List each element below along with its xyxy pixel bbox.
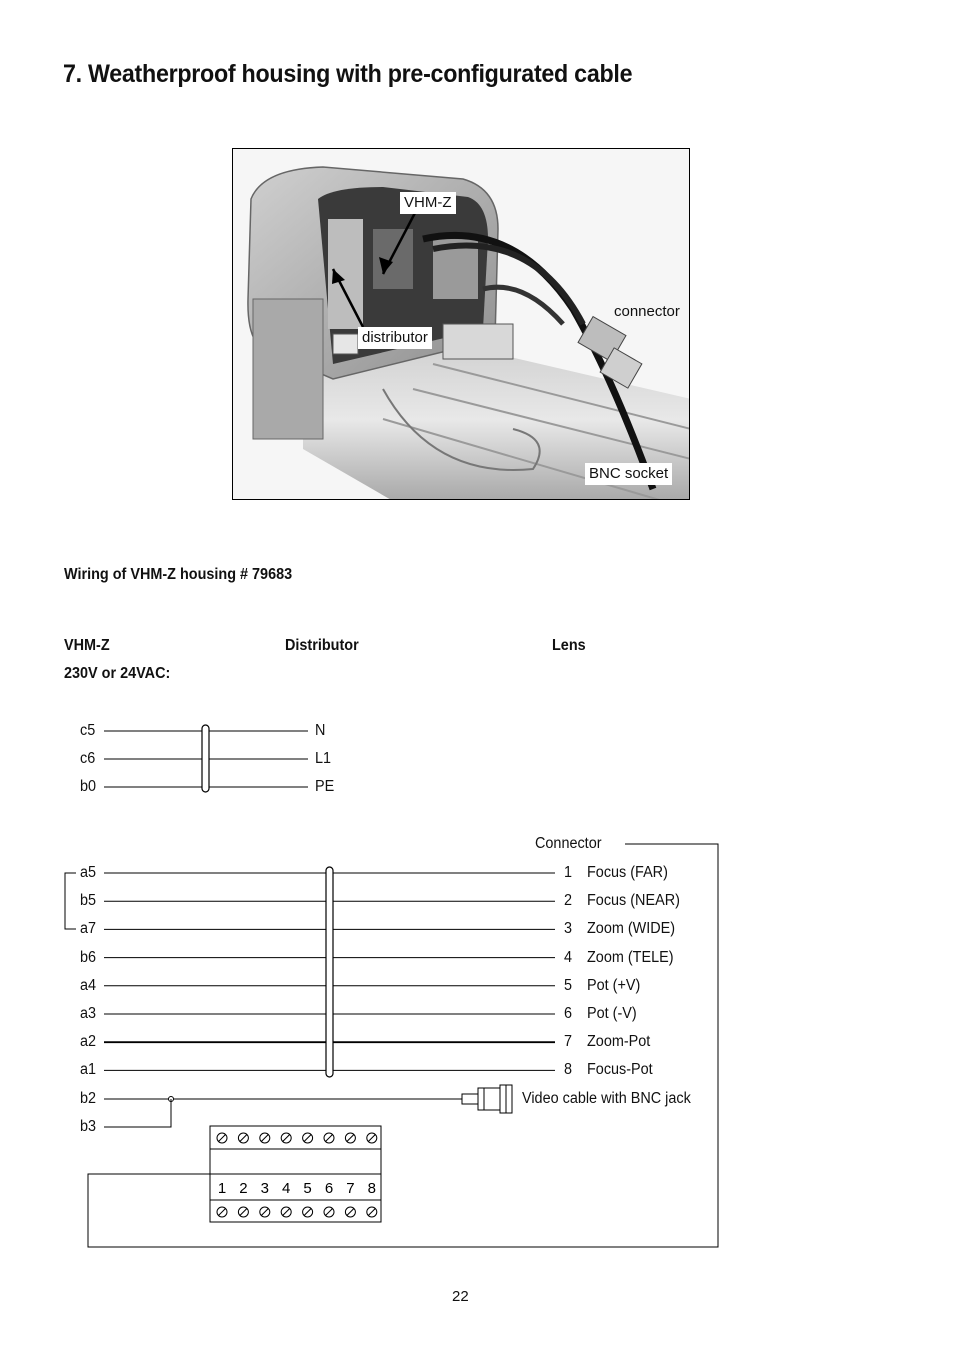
terminal-number: 1 — [217, 1180, 227, 1197]
signal-terminal-label: a7 — [80, 920, 97, 938]
signal-terminal-label: b5 — [80, 892, 97, 910]
callout-vhm-z: VHM-Z — [400, 192, 456, 214]
terminal-block — [210, 1126, 381, 1222]
bnc-jack-icon — [462, 1085, 512, 1113]
signal-terminal-label: a1 — [80, 1061, 97, 1079]
terminal-number: 8 — [367, 1180, 376, 1197]
col-distributor: Distributor — [285, 637, 359, 654]
col-vhm-z: VHM-Z — [64, 637, 110, 654]
page-number: 22 — [452, 1288, 469, 1305]
connector-pin-number: 3 — [564, 920, 573, 938]
connector-pin-name: Focus-Pot — [587, 1061, 653, 1079]
video-terminal-label: b3 — [80, 1118, 97, 1135]
terminal-number: 6 — [324, 1180, 334, 1197]
connector-pin-number: 8 — [564, 1061, 573, 1079]
power-line-label: L1 — [315, 750, 332, 767]
terminal-number: 3 — [260, 1180, 269, 1197]
b3-line — [104, 1099, 171, 1127]
callout-distributor: distributor — [358, 327, 432, 349]
power-terminal-label: c6 — [80, 750, 96, 767]
connector-pin-number: 1 — [564, 864, 573, 881]
connector-pin-number: 6 — [564, 1005, 573, 1022]
power-bundle — [202, 725, 209, 792]
connector-pin-name: Zoom (TELE) — [587, 948, 674, 966]
connector-label: Connector — [535, 835, 602, 852]
page-title: 7. Weatherproof housing with pre-configurated cable — [63, 60, 633, 88]
connector-pin-number: 4 — [564, 948, 573, 966]
power-line-label: PE — [315, 778, 335, 795]
connector-pin-name: Focus (FAR) — [587, 864, 668, 881]
col-supply: 230V or 24VAC: — [64, 665, 171, 682]
power-line-label: N — [315, 722, 326, 739]
callout-bnc-socket: BNC socket — [585, 463, 672, 485]
signal-terminal-label: a2 — [80, 1033, 97, 1051]
connector-pin-name: Pot (+V) — [587, 976, 641, 994]
signal-terminal-label: a4 — [80, 976, 97, 994]
connector-pin-name: Zoom (WIDE) — [587, 920, 676, 938]
connector-pin-name: Focus (NEAR) — [587, 892, 680, 910]
terminal-number: 2 — [239, 1180, 248, 1197]
connector-pin-name: Zoom-Pot — [587, 1033, 651, 1051]
wiring-title: Wiring of VHM-Z housing # 79683 — [64, 566, 293, 583]
power-terminal-label: b0 — [80, 778, 97, 795]
power-terminal-label: c5 — [80, 722, 96, 739]
video-cable-label: Video cable with BNC jack — [522, 1090, 691, 1107]
terminal-number: 4 — [282, 1180, 291, 1197]
signal-terminal-label: b6 — [80, 948, 97, 966]
signal-terminal-label: a3 — [80, 1005, 97, 1022]
video-terminal-label: b2 — [80, 1090, 97, 1107]
connector-pin-number: 5 — [564, 976, 573, 994]
bridge-bracket — [65, 873, 76, 929]
terminal-number: 7 — [346, 1180, 355, 1197]
signal-terminal-label: a5 — [80, 864, 97, 881]
signal-bundle — [326, 867, 333, 1077]
callout-connector: connector — [614, 303, 680, 320]
connector-pin-name: Pot (-V) — [587, 1005, 637, 1022]
col-lens: Lens — [552, 637, 586, 654]
connector-pin-number: 7 — [564, 1033, 573, 1051]
terminal-number: 5 — [303, 1180, 312, 1197]
connector-pin-number: 2 — [564, 892, 573, 910]
